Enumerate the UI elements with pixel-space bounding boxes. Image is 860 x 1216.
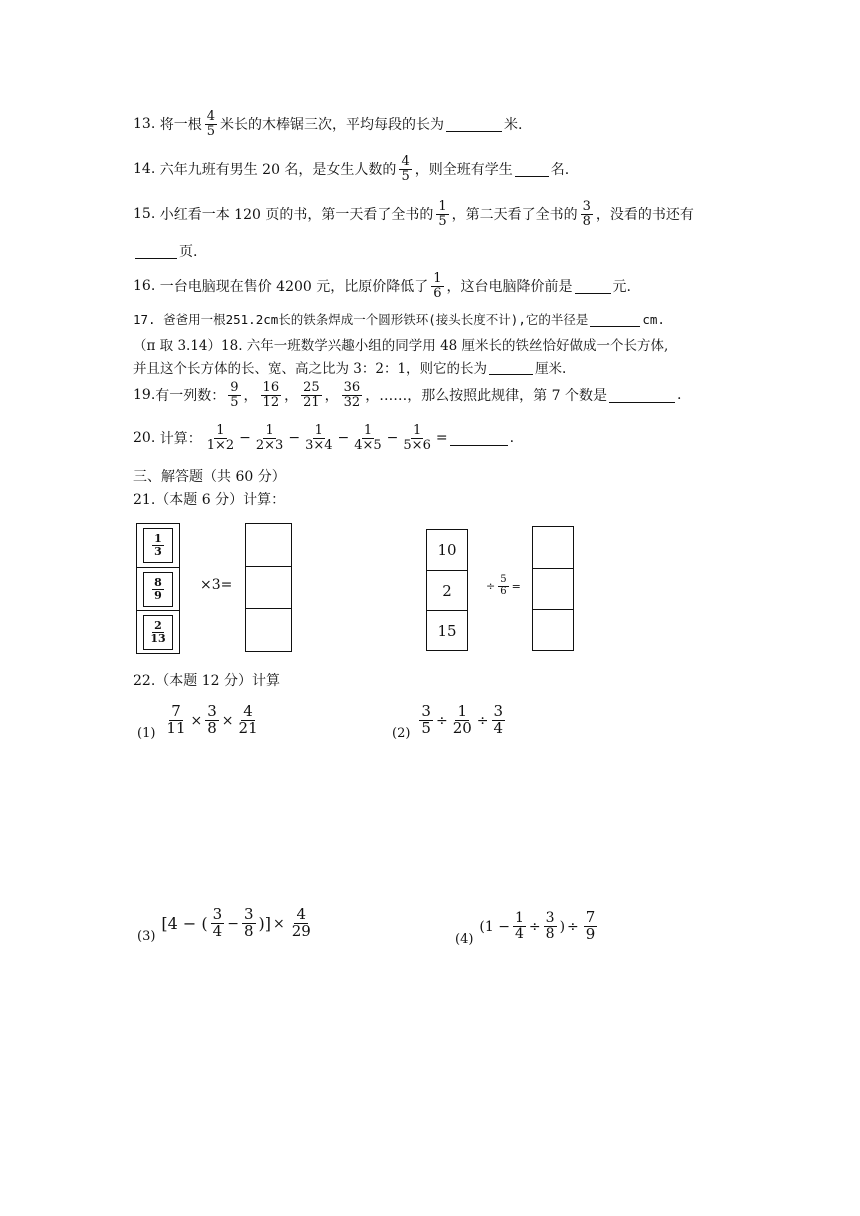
fraction: $\frac{8}{9}$ xyxy=(154,576,162,602)
minus-sign: − xyxy=(288,430,301,447)
problem-label: (4) xyxy=(455,932,474,947)
question-text: . xyxy=(677,387,682,404)
question-14 xyxy=(133,155,569,183)
question-number: 13. xyxy=(133,116,156,133)
answer-cell[interactable] xyxy=(246,608,291,651)
question-number: 20. xyxy=(133,430,156,447)
problem-label: (3) xyxy=(137,929,156,944)
answer-blank[interactable] xyxy=(135,244,177,259)
multiply-sign: × xyxy=(190,712,203,729)
answer-blank[interactable] xyxy=(590,312,640,327)
bracket-close: )] xyxy=(258,914,271,933)
answer-cell[interactable] xyxy=(533,609,573,650)
answer-cell[interactable] xyxy=(246,566,291,608)
fraction: $\frac{1}{5\times 6}$ xyxy=(403,423,431,453)
fraction: $\frac{4}{5}$ xyxy=(401,154,410,184)
answer-blank[interactable] xyxy=(609,388,675,403)
minus-sign: − xyxy=(386,430,399,447)
grid-inner-box xyxy=(143,572,173,607)
fraction: $\frac{4}{5}$ xyxy=(206,109,215,139)
answer-blank[interactable] xyxy=(450,431,508,446)
problem-2 xyxy=(392,700,508,741)
grid-cell xyxy=(137,524,179,567)
answer-cell[interactable] xyxy=(246,524,291,566)
question-text: 有一列数： xyxy=(155,388,226,405)
problem-3 xyxy=(137,903,316,944)
answer-blank[interactable] xyxy=(515,162,549,177)
question-text: 小红看一本 120 页的书，第一天看了全书的 xyxy=(159,207,434,224)
fraction: $\frac{1}{2\times 3}$ xyxy=(255,423,284,453)
answer-blank[interactable] xyxy=(446,117,502,132)
question-text: ，第二天看了全书的 xyxy=(451,207,578,224)
work-space-3[interactable] xyxy=(133,960,413,1140)
divide-sign: ÷ xyxy=(567,918,579,935)
separator: ， xyxy=(365,388,380,405)
fraction: $\frac{7}{11}$ xyxy=(166,702,186,737)
question-22-title: 22.（本题 12 分）计算 xyxy=(133,673,280,689)
question-number: 14. xyxy=(133,161,156,178)
question-text: cm. xyxy=(642,311,665,327)
question-17 xyxy=(133,310,665,328)
grid-inner-box xyxy=(143,528,173,563)
multiply-operator: ×3= xyxy=(200,577,233,593)
question-text: 计算： xyxy=(159,431,202,448)
divide-operator: ÷ $\frac{5}{6}$ = xyxy=(486,574,521,597)
grid-cell xyxy=(137,567,179,610)
question-18 xyxy=(133,334,668,354)
answer-cell[interactable] xyxy=(533,568,573,609)
fraction: $\frac{1}{5}$ xyxy=(438,199,447,229)
paren-close: ) xyxy=(559,918,566,935)
fraction: $\frac{7}{9}$ xyxy=(585,908,596,943)
question-text: 米长的木棒锯三次，平均每段的长为 xyxy=(220,117,444,134)
paren-open: (1 − xyxy=(479,918,510,935)
separator: ， xyxy=(243,388,258,405)
question-text: . xyxy=(509,430,515,447)
fraction: $\frac{9}{5}$ xyxy=(230,380,239,410)
minus-sign: − xyxy=(337,430,350,447)
section-heading: 三、解答题（共 60 分） xyxy=(133,469,286,485)
question-text: 名. xyxy=(550,162,570,179)
fraction: $\frac{1}{1\times 2}$ xyxy=(206,423,235,453)
divide-sign: ÷ xyxy=(528,918,541,935)
question-text: 那么按照此规律，第 7 个数是 xyxy=(421,388,607,405)
fraction: $\frac{3}{8}$ xyxy=(582,199,591,229)
grid-cell xyxy=(137,610,179,653)
fraction: $\frac{1}{4\times 5}$ xyxy=(354,423,382,453)
problem-label: (1) xyxy=(137,726,156,741)
fraction: $\frac{3}{4}$ xyxy=(493,702,504,737)
question-text: 元. xyxy=(612,279,631,296)
fraction: $\frac{1}{3\times 4}$ xyxy=(305,423,333,453)
fraction: $\frac{16}{12}$ xyxy=(262,380,280,410)
question-text: （π 取 3.14）18. 六年一班数学兴趣小组的同学用 48 厘米长的铁丝恰好做成一个长方体, xyxy=(133,338,669,354)
question-text: 页. xyxy=(179,244,198,260)
bracket-open: [4 − ( xyxy=(161,914,208,933)
fraction: $\frac{3}{8}$ xyxy=(545,910,555,942)
equals-sign: = xyxy=(435,430,448,447)
fraction: $\frac{36}{32}$ xyxy=(343,380,361,410)
question-text: ，则全班有学生 xyxy=(414,162,513,179)
grid-cell: 10 xyxy=(437,541,457,559)
multiply-sign: × xyxy=(272,915,285,932)
ellipsis: ……， xyxy=(379,388,422,405)
input-grid-left xyxy=(136,523,180,654)
grid-cell: 15 xyxy=(427,610,467,650)
answer-blank[interactable] xyxy=(489,360,533,375)
problem-1 xyxy=(137,700,263,741)
input-grid-right xyxy=(426,529,468,651)
fraction: $\frac{1}{20}$ xyxy=(452,702,472,737)
question-number: 19. xyxy=(133,387,156,404)
question-text: 米. xyxy=(504,117,523,134)
work-space-2[interactable] xyxy=(392,760,632,880)
grid-cell: 2 xyxy=(427,570,467,610)
question-number: 16. xyxy=(133,278,156,295)
question-18-cont xyxy=(133,357,566,377)
answer-grid-left xyxy=(245,523,292,652)
fraction: $\frac{1}{6}$ xyxy=(433,271,442,301)
fraction: $\frac{3}{8}$ xyxy=(207,702,217,737)
question-13 xyxy=(133,110,522,138)
divide-sign: ÷ xyxy=(435,712,448,729)
question-15 xyxy=(133,200,694,228)
answer-grid-right xyxy=(532,526,574,651)
fraction: $\frac{4}{29}$ xyxy=(291,905,311,940)
answer-cell[interactable] xyxy=(533,527,573,568)
fraction: $\frac{2}{13}$ xyxy=(150,619,166,645)
question-text: ，这台电脑降价前是 xyxy=(446,279,573,296)
separator: ， xyxy=(324,388,339,405)
fraction: $\frac{4}{21}$ xyxy=(238,702,258,737)
question-text: 并且这个长方体的长、宽、高之比为 3：2：1，则它的长为 xyxy=(133,361,488,377)
question-text: 一台电脑现在售价 4200 元，比原价降低了 xyxy=(159,279,429,296)
question-19 xyxy=(133,381,681,409)
question-number: 15. xyxy=(133,206,156,223)
question-text: 厘米. xyxy=(535,361,567,377)
separator: ， xyxy=(284,388,299,405)
minus-sign: − xyxy=(239,430,251,447)
fraction: $\frac{25}{21}$ xyxy=(303,380,320,410)
grid-inner-box xyxy=(143,615,173,650)
question-16 xyxy=(133,272,631,300)
answer-blank[interactable] xyxy=(575,279,611,294)
fraction: $\frac{1}{4}$ xyxy=(514,910,524,942)
question-text: ，没看的书还有 xyxy=(595,207,694,224)
question-text: 17. 爸爸用一根251.2cm长的铁条焊成一个圆形铁环(接头长度不计),它的半径是 xyxy=(133,312,589,327)
fraction: $\frac{3}{5}$ xyxy=(421,702,431,737)
problem-label: (2) xyxy=(392,726,411,741)
divide-sign: ÷ xyxy=(476,712,489,729)
question-text: 六年九班有男生 20 名，是女生人数的 xyxy=(159,162,397,179)
fraction: $\frac{3}{8}$ xyxy=(243,905,254,940)
work-space-1[interactable] xyxy=(133,760,373,880)
question-15-cont xyxy=(133,241,197,261)
multiply-sign: × xyxy=(221,712,234,729)
question-text: 将一根 xyxy=(159,117,202,134)
work-space-4[interactable] xyxy=(455,960,735,1140)
minus-sign: − xyxy=(227,915,239,932)
problem-4 xyxy=(455,906,600,947)
fraction: $\frac{1}{3}$ xyxy=(154,532,162,558)
question-20 xyxy=(133,424,514,452)
question-21-title: 21.（本题 6 分）计算： xyxy=(133,492,286,508)
fraction: $\frac{3}{4}$ xyxy=(212,905,223,940)
